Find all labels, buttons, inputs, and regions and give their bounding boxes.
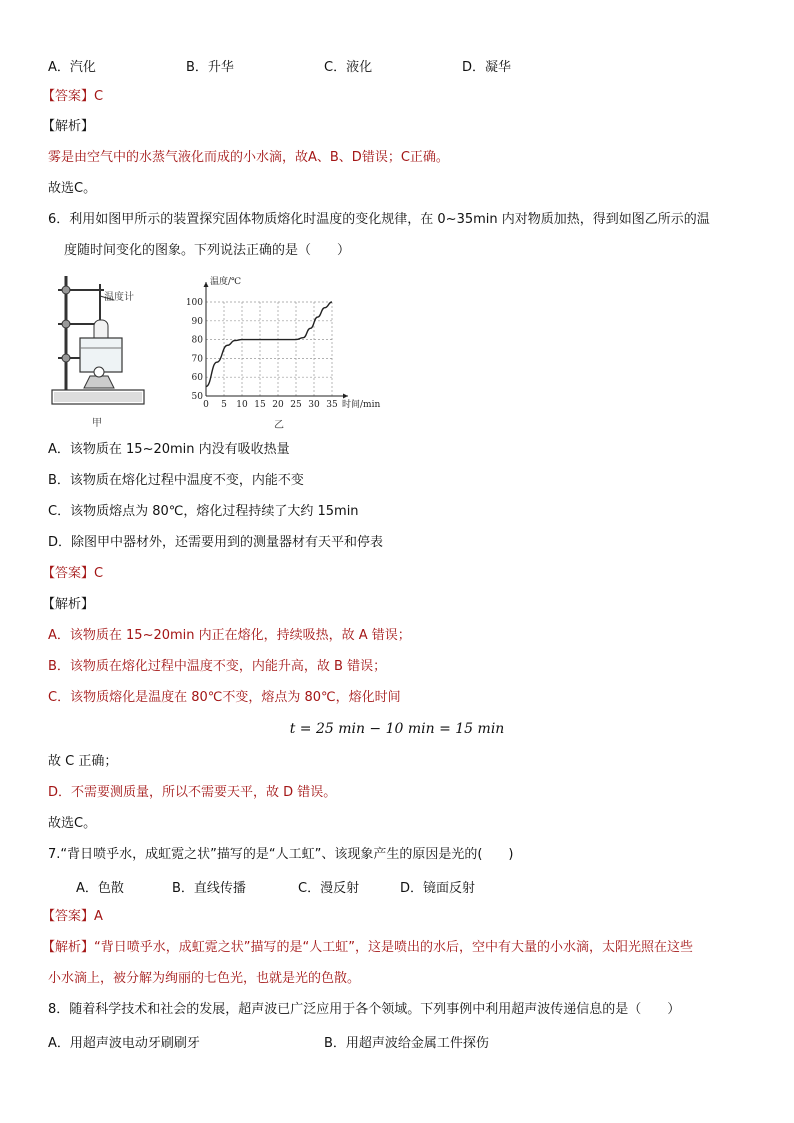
q8-option-b: B．用超声波给金属工件探伤 xyxy=(324,1036,489,1051)
y-tick-label: 80 xyxy=(191,335,203,346)
q7-analysis-line1: 【解析】“背日喷乎水，成虹霓之状”描写的是“人工虹”，这是喷出的水后，空中有大量的小水滴，太阳光照在这些 xyxy=(42,940,693,955)
q6-analysis-label: 【解析】 xyxy=(42,597,95,612)
q6-analysis-b: B．该物质在熔化过程中温度不变，内能升高，故 B 错误； xyxy=(48,659,387,674)
x-tick-label: 15 xyxy=(254,400,266,410)
x-tick-label: 10 xyxy=(236,400,248,410)
q8-stem: 8．随着科学技术和社会的发展，超声波已广泛应用于各个领域。下列事例中利用超声波传递信息的是（ ） xyxy=(48,1002,681,1017)
apparatus-figure xyxy=(44,272,174,432)
q6-stem-line2: 度随时间变化的图象。下列说法正确的是（ ） xyxy=(64,243,351,258)
x-tick-label: 0 xyxy=(203,400,209,410)
x-tick-label: 30 xyxy=(308,400,320,410)
q6-option-c: C．该物质熔点为 80℃，熔化过程持续了大约 15min xyxy=(48,504,359,519)
q6-answer: 【答案】C xyxy=(42,566,104,581)
y-tick-label: 70 xyxy=(191,354,203,365)
q5-option-d: D．凝华 xyxy=(462,60,512,75)
q7-option-b: B．直线传播 xyxy=(172,881,246,896)
x-tick-label: 5 xyxy=(221,400,227,410)
q7-answer: 【答案】A xyxy=(42,909,103,924)
q6-analysis-a: A．该物质在 15~20min 内正在熔化，持续吸热，故 A 错误； xyxy=(48,628,411,643)
q6-option-d: D．除图甲中器材外，还需要用到的测量器材有天平和停表 xyxy=(48,535,384,550)
q7-stem: 7.“背日喷乎水，成虹霓之状”描写的是“人工虹”、该现象产生的原因是光的( ) xyxy=(48,847,514,862)
y-axis-label: 温度/℃ xyxy=(210,277,242,287)
q5-option-a: A．汽化 xyxy=(48,60,96,75)
q6-after-formula: 故 C 正确； xyxy=(48,754,118,769)
q5-conclusion: 故选C。 xyxy=(48,181,97,196)
q6-option-b: B．该物质在熔化过程中温度不变，内能不变 xyxy=(48,473,304,488)
x-tick-label: 25 xyxy=(290,400,302,410)
y-tick-label: 100 xyxy=(185,298,203,308)
q6-conclusion: 故选C。 xyxy=(48,816,97,831)
temperature-time-chart xyxy=(182,272,392,434)
x-axis-label: 时间/min xyxy=(342,400,381,410)
q6-option-a: A．该物质在 15~20min 内没有吸收热量 xyxy=(48,442,290,457)
jia-caption: 甲 xyxy=(92,418,102,429)
q7-option-d: D．镜面反射 xyxy=(400,881,476,896)
q5-analysis-label: 【解析】 xyxy=(42,119,95,134)
q7-option-a: A．色散 xyxy=(76,881,124,896)
q6-analysis-d: D．不需要测质量，所以不需要天平，故 D 错误。 xyxy=(48,785,337,800)
q6-stem-line1: 6．利用如图甲所示的装置探究固体物质熔化时温度的变化规律，在 0~35min 内对物质加热，得到如图乙所示的温 xyxy=(48,212,710,227)
q6-analysis-c: C．该物质熔化是温度在 80℃不变，熔点为 80℃，熔化时间 xyxy=(48,690,401,705)
q5-option-b: B．升华 xyxy=(186,60,234,75)
q7-option-c: C．漫反射 xyxy=(298,881,360,896)
temperature-curve xyxy=(206,302,332,387)
yi-caption: 乙 xyxy=(274,420,284,431)
q5-option-c: C．液化 xyxy=(324,60,373,75)
q5-answer: 【答案】C xyxy=(42,89,104,104)
thermometer-label: 温度计 xyxy=(104,292,134,303)
q8-option-a: A．用超声波电动牙刷刷牙 xyxy=(48,1036,200,1051)
y-tick-label: 90 xyxy=(191,316,203,327)
y-tick-label: 50 xyxy=(191,392,203,402)
q7-analysis-line2: 小水滴上，被分解为绚丽的七色光，也就是光的色散。 xyxy=(48,971,361,986)
y-axis-arrow xyxy=(204,282,209,287)
y-tick-label: 60 xyxy=(191,373,203,384)
q5-analysis: 雾是由空气中的水蒸气液化而成的小水滴，故A、B、D错误；C正确。 xyxy=(48,150,449,165)
q6-formula: t = 25 min − 10 min = 15 min xyxy=(289,721,505,737)
x-tick-label: 35 xyxy=(326,400,338,410)
x-axis-arrow xyxy=(343,394,348,399)
x-tick-label: 20 xyxy=(272,400,284,410)
